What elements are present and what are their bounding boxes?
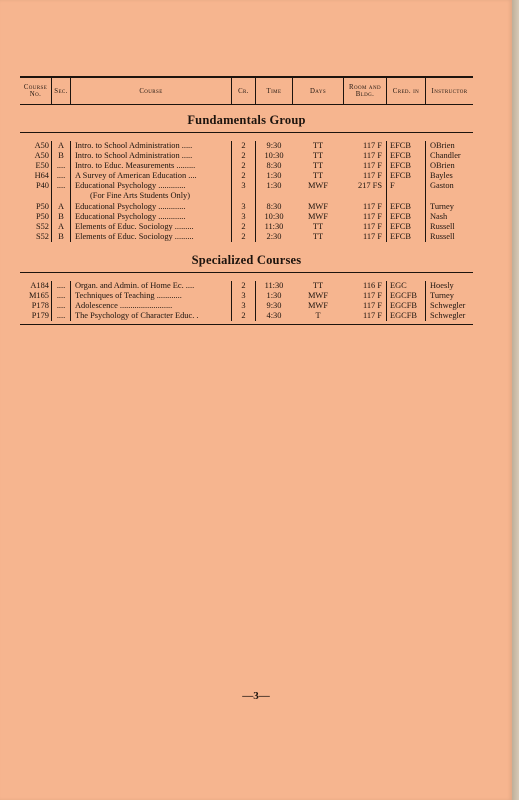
cell-no: P40	[35, 181, 49, 191]
cell-cred: EFCB	[390, 151, 411, 161]
cell-room: 117 F	[362, 161, 382, 171]
cell-course: Techniques of Teaching ............	[75, 291, 182, 301]
cell-room: 117 F	[362, 311, 382, 321]
cell-no: P50	[35, 211, 49, 221]
cell-inst: Russell	[430, 231, 455, 241]
cell-sec: ....	[56, 301, 66, 311]
cell-cr: 3	[241, 201, 246, 211]
cell-inst: OBrien	[430, 161, 455, 171]
table-row	[20, 311, 473, 321]
group-title: Specialized Courses	[191, 252, 302, 267]
cell-sec: B	[58, 231, 64, 241]
cell-course: Educational Psychology .............	[75, 211, 186, 221]
header-credits: Cr.	[238, 87, 249, 95]
cell-no: E50	[35, 161, 49, 171]
cell-cr: 2	[241, 311, 246, 321]
cell-time: 10:30	[264, 211, 284, 221]
cell-days: MWF	[307, 181, 328, 191]
cell-inst: Schwegler	[430, 301, 466, 311]
cell-time: 8:30	[266, 201, 282, 211]
cell-course: Elements of Educ. Sociology .........	[75, 231, 194, 241]
header-course: Course	[139, 87, 163, 95]
cell-cred: EGCFB	[390, 301, 417, 311]
header-days: Days	[309, 87, 327, 95]
cell-sec: ....	[56, 171, 66, 181]
cell-cr: 2	[241, 171, 246, 181]
cell-cr: 2	[241, 151, 246, 161]
cell-cred: EFCB	[390, 161, 411, 171]
cell-time: 1:30	[266, 171, 282, 181]
table-row	[20, 181, 473, 191]
cell-course: Organ. and Admin. of Home Ec. ....	[75, 280, 195, 290]
cell-course: Intro. to School Administration .....	[75, 151, 193, 161]
table-row	[20, 291, 473, 301]
cell-no: P179	[31, 311, 49, 321]
cell-days: MWF	[307, 301, 328, 311]
cell-inst: Schwegler	[430, 311, 466, 321]
group-title: Fundamentals Group	[187, 113, 306, 127]
cell-room: 117 F	[362, 231, 382, 241]
cell-cr: 3	[241, 181, 246, 191]
cell-sec: ....	[56, 161, 66, 171]
cell-days: MWF	[307, 291, 328, 301]
cell-inst: Turney	[430, 201, 454, 211]
cell-no: S52	[35, 231, 49, 241]
cell-no: H64	[34, 171, 49, 181]
table-row	[20, 151, 473, 161]
table-row	[20, 202, 473, 212]
cell-room: 116 F	[362, 280, 382, 290]
cell-time: 4:30	[266, 311, 282, 321]
cell-sec: ....	[56, 291, 66, 301]
cell-cred: EGCFB	[390, 311, 417, 321]
cell-cred: EFCB	[390, 171, 411, 181]
table-row	[20, 171, 473, 181]
cell-course: A Survey of American Education ....	[75, 171, 197, 181]
cell-sec: ....	[56, 280, 66, 290]
group-rows	[20, 141, 473, 242]
cell-course: The Psychology of Character Educ. .	[75, 311, 199, 321]
header-time: Time	[266, 87, 282, 95]
cell-no: S52	[35, 221, 49, 231]
cell-time: 9:30	[266, 141, 282, 150]
cell-days: T	[315, 311, 321, 321]
cell-cr: 2	[241, 161, 246, 171]
cell-days: TT	[312, 161, 324, 171]
cell-inst: Nash	[430, 211, 448, 221]
cell-cr: 2	[241, 231, 246, 241]
cell-days: TT	[312, 151, 324, 161]
cell-cred: EGCFB	[390, 291, 417, 301]
cell-time: 1:30	[266, 291, 282, 301]
table-row	[20, 161, 473, 171]
cell-sec: ....	[56, 311, 66, 321]
cell-course: Educational Psychology .............	[75, 181, 186, 191]
cell-room: 117 F	[362, 211, 382, 221]
cell-course: Elements of Educ. Sociology .........	[75, 221, 194, 231]
cell-cr: 2	[241, 280, 246, 290]
cell-time: 11:30	[264, 221, 284, 231]
cell-no: P178	[31, 301, 49, 311]
cell-inst: OBrien	[430, 141, 455, 150]
group-rows	[20, 281, 473, 321]
table-row	[20, 191, 473, 201]
cell-time: 11:30	[264, 280, 284, 290]
scan-edge	[512, 0, 519, 800]
cell-cred: EFCB	[390, 231, 411, 241]
cell-sec: A	[57, 141, 65, 150]
cell-days: TT	[312, 141, 324, 150]
cell-room: 117 F	[362, 221, 382, 231]
cell-no: P50	[35, 201, 49, 211]
cell-cr: 3	[241, 211, 246, 221]
cell-sec: A	[57, 201, 65, 211]
cell-course: Intro. to Educ. Measurements .........	[75, 161, 196, 171]
cell-room: 117 F	[362, 301, 382, 311]
cell-cred: EFCB	[390, 201, 411, 211]
cell-days: MWF	[307, 211, 328, 221]
cell-course: Adolescence .........................	[75, 301, 173, 311]
cell-room: 117 F	[362, 201, 382, 211]
cell-room: 217 FS	[358, 181, 382, 191]
cell-inst: Hoesly	[430, 280, 454, 290]
cell-inst: Turney	[430, 291, 454, 301]
cell-inst: Russell	[430, 221, 455, 231]
cell-time: 9:30	[266, 301, 282, 311]
cell-days: TT	[312, 221, 324, 231]
cell-room: 117 F	[362, 151, 382, 161]
cell-inst: Bayles	[430, 171, 453, 181]
cell-days: MWF	[307, 201, 328, 211]
header-course-no: Course No.	[23, 84, 48, 98]
cell-cr: 3	[241, 301, 246, 311]
cell-days: TT	[312, 171, 324, 181]
cell-days: TT	[312, 280, 324, 290]
cell-cred: EFCB	[390, 211, 411, 221]
table-row	[20, 222, 473, 232]
header-cred-in: Cred. in	[392, 87, 420, 95]
cell-inst: Gaston	[430, 181, 454, 191]
cell-no: M165	[28, 291, 49, 301]
cell-time: 8:30	[266, 161, 282, 171]
table-row	[20, 141, 473, 151]
cell-no: A50	[34, 141, 49, 150]
table-row	[20, 212, 473, 222]
cell-inst: Chandler	[430, 151, 461, 161]
cell-days: TT	[312, 231, 324, 241]
cell-cr: 2	[241, 141, 246, 150]
cell-cred: EGC	[390, 280, 407, 290]
cell-cr: 3	[241, 291, 246, 301]
header-sec: Sec.	[54, 87, 68, 95]
cell-sec: B	[58, 151, 64, 161]
cell-sec: A	[57, 221, 65, 231]
cell-time: 2:30	[266, 231, 282, 241]
cell-course: Intro. to School Administration .....	[75, 141, 193, 150]
cell-room: 117 F	[362, 141, 382, 150]
cell-cred: EFCB	[390, 141, 411, 150]
cell-cred: F	[390, 181, 395, 191]
cell-sec: ....	[56, 181, 66, 191]
cell-sec: B	[58, 211, 64, 221]
table-row	[20, 281, 473, 291]
course-schedule-table	[20, 76, 473, 325]
cell-cr: 2	[241, 221, 246, 231]
cell-course: Educational Psychology .............	[75, 201, 186, 211]
cell-time: 10:30	[264, 151, 284, 161]
cell-no: A50	[34, 151, 49, 161]
cell-course: (For Fine Arts Students Only)	[90, 191, 191, 201]
course-groups	[20, 113, 473, 324]
cell-room: 117 F	[362, 291, 382, 301]
cell-no: A184	[30, 280, 49, 290]
table-header	[20, 78, 473, 105]
page-number: —3—	[242, 690, 270, 702]
header-instructor: Instructor	[431, 87, 468, 95]
table-row	[20, 232, 473, 242]
table-row	[20, 301, 473, 311]
cell-cred: EFCB	[390, 221, 411, 231]
header-room-bldg: Room and Bldg.	[349, 84, 381, 98]
cell-time: 1:30	[266, 181, 282, 191]
cell-room: 117 F	[362, 171, 382, 181]
